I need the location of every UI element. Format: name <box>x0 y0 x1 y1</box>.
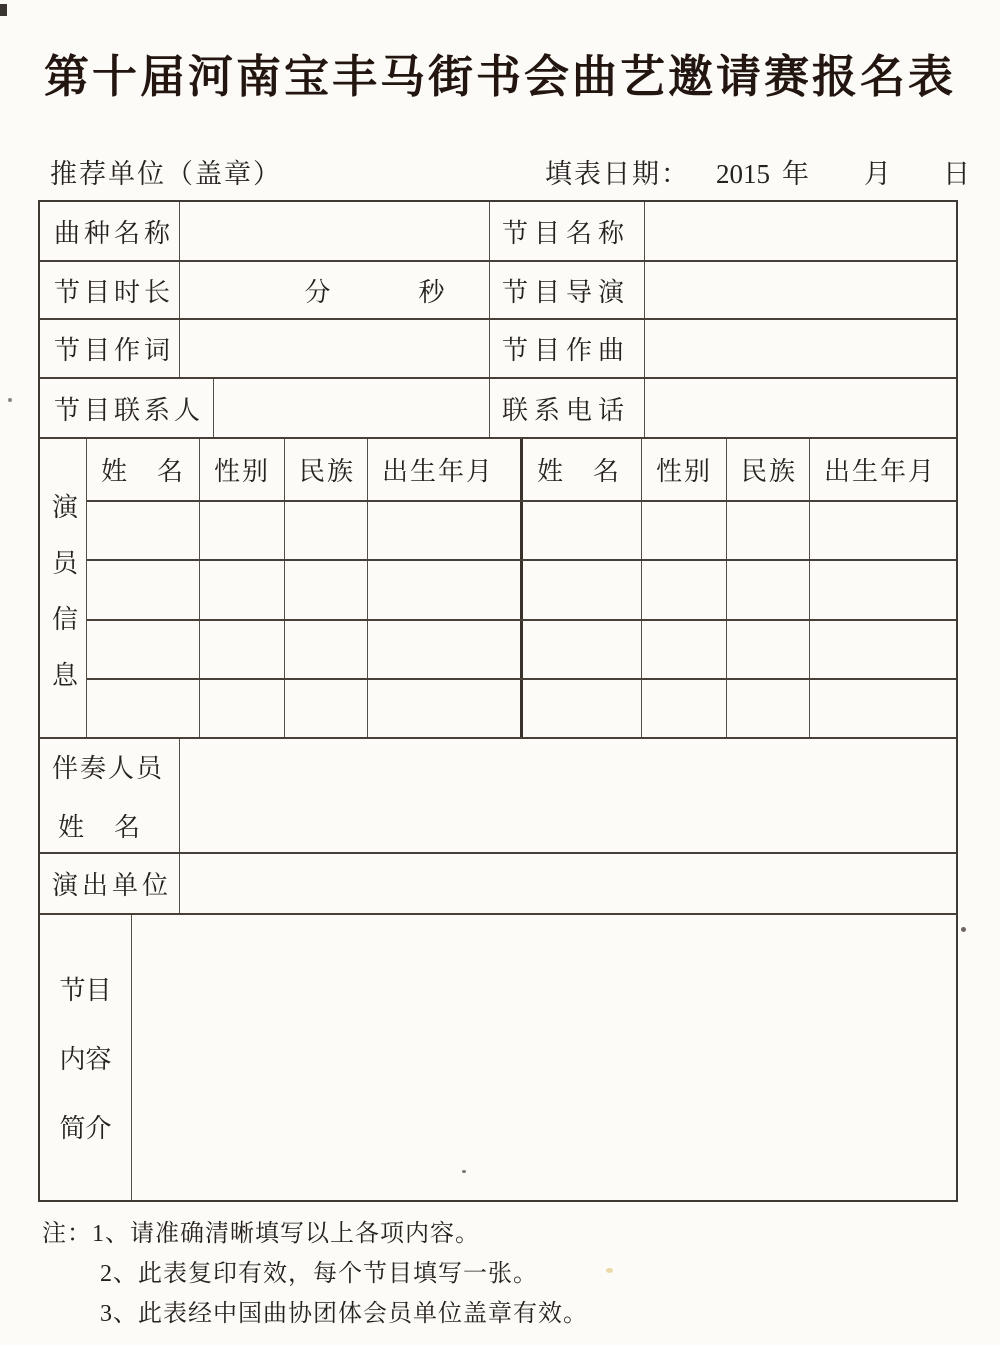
performer-cell[interactable] <box>87 680 200 737</box>
program-name-field[interactable] <box>645 202 956 260</box>
program-contact-label: 节目联系人 <box>40 379 214 437</box>
scan-speck <box>961 927 966 932</box>
gender-column-header: 性别 <box>642 439 727 500</box>
performer-cell[interactable] <box>285 561 368 618</box>
performer-cell[interactable] <box>368 680 523 737</box>
performer-cell[interactable] <box>523 502 642 559</box>
performer-cell[interactable] <box>727 502 810 559</box>
performer-cell[interactable] <box>523 621 642 678</box>
performer-cell[interactable] <box>285 680 368 737</box>
name-column-header: 姓 名 <box>523 439 642 500</box>
program-duration-label: 节目时长 <box>40 262 180 318</box>
minute-unit-label: 分 <box>304 277 331 307</box>
performer-header-row <box>87 439 956 502</box>
contact-phone-field[interactable] <box>645 379 956 437</box>
synopsis-field[interactable] <box>132 915 956 1200</box>
ethnicity-column-header: 民族 <box>727 439 810 500</box>
performer-cell[interactable] <box>810 680 956 737</box>
birthdate-column-header: 出生年月 <box>368 439 523 500</box>
fill-date-label: 填表日期： <box>545 159 690 189</box>
performer-cell[interactable] <box>810 561 956 618</box>
performer-cell[interactable] <box>200 621 285 678</box>
lyricist-field[interactable] <box>180 320 490 377</box>
second-unit-label: 秒 <box>418 277 445 307</box>
performer-cell[interactable] <box>810 621 956 678</box>
performer-cell[interactable] <box>523 680 642 737</box>
performer-grid <box>87 439 956 737</box>
scan-speck <box>606 1268 613 1273</box>
performer-cell[interactable] <box>200 561 285 618</box>
performer-data-row <box>87 561 956 620</box>
recommending-unit-label: 推荐单位（盖章） <box>50 159 282 189</box>
performer-info-side-label: 演员信息 <box>40 439 87 737</box>
scan-edge-mark <box>0 4 7 16</box>
registration-table <box>38 200 958 1202</box>
performer-cell[interactable] <box>87 561 200 618</box>
info-line <box>0 152 1000 192</box>
genre-name-field[interactable] <box>180 202 490 260</box>
performer-cell[interactable] <box>368 621 523 678</box>
form-title: 第十届河南宝丰马街书会曲艺邀请赛报名表 <box>43 52 956 102</box>
table-row <box>40 262 956 320</box>
performer-cell[interactable] <box>642 502 727 559</box>
performing-unit-label: 演出单位 <box>40 854 180 913</box>
performer-cell[interactable] <box>200 502 285 559</box>
fill-date-month-unit: 月 <box>864 159 891 189</box>
performer-cell[interactable] <box>642 680 727 737</box>
fill-date-day-unit: 日 <box>943 159 970 189</box>
table-row <box>40 202 956 262</box>
program-contact-field[interactable] <box>214 379 490 437</box>
fill-date-group <box>545 152 970 191</box>
synopsis-label: 节目 内容 简介 <box>40 915 132 1200</box>
gender-column-header: 性别 <box>200 439 285 500</box>
performer-data-row <box>87 680 956 737</box>
name-column-header: 姓 名 <box>87 439 200 500</box>
composer-field[interactable] <box>645 320 956 377</box>
note-prefix: 注： <box>42 1221 92 1247</box>
program-name-label: 节目名称 <box>490 202 645 260</box>
note-line-1: 注：1、请准确清晰填写以上各项内容。 <box>42 1221 480 1247</box>
performer-cell[interactable] <box>727 561 810 618</box>
note-line-3: 3、此表经中国曲协团体会员单位盖章有效。 <box>100 1301 588 1327</box>
performer-cell[interactable] <box>368 561 523 618</box>
birthdate-column-header: 出生年月 <box>824 457 937 486</box>
genre-name-label: 曲种名称 <box>40 202 180 260</box>
performer-cell[interactable] <box>87 502 200 559</box>
performer-cell[interactable] <box>642 561 727 618</box>
accompanist-label: 伴奏人员 姓 名 <box>40 739 180 852</box>
performer-info-section <box>40 439 956 739</box>
performer-cell[interactable] <box>285 621 368 678</box>
notes-block <box>42 1214 588 1334</box>
ethnicity-column-header: 民族 <box>285 439 368 500</box>
performer-data-row <box>87 502 956 561</box>
performer-cell[interactable] <box>727 621 810 678</box>
performer-cell[interactable] <box>285 502 368 559</box>
performer-cell[interactable] <box>642 621 727 678</box>
performer-cell[interactable] <box>87 621 200 678</box>
performer-cell[interactable] <box>368 502 523 559</box>
accompanist-names-field[interactable] <box>180 739 956 852</box>
program-director-field[interactable] <box>645 262 956 318</box>
composer-label: 节目作曲 <box>490 320 645 377</box>
scan-speck <box>8 398 12 402</box>
accompanist-row <box>40 739 956 854</box>
performer-cell[interactable] <box>200 680 285 737</box>
program-duration-field[interactable] <box>180 262 490 318</box>
fill-date-year-unit: 年 <box>782 159 809 189</box>
performing-unit-field[interactable] <box>180 854 956 913</box>
program-director-label: 节目导演 <box>490 262 645 318</box>
note-line-2: 2、此表复印有效，每个节目填写一张。 <box>100 1261 538 1287</box>
performer-cell[interactable] <box>727 680 810 737</box>
performing-unit-row <box>40 854 956 915</box>
performer-cell[interactable] <box>523 561 642 618</box>
synopsis-section <box>40 915 956 1200</box>
performer-data-row <box>87 621 956 680</box>
table-row <box>40 320 956 379</box>
performer-cell[interactable] <box>810 502 956 559</box>
lyricist-label: 节目作词 <box>40 320 180 377</box>
table-row <box>40 379 956 439</box>
fill-date-year-value: 2015 <box>716 159 770 189</box>
contact-phone-label: 联系电话 <box>490 379 645 437</box>
